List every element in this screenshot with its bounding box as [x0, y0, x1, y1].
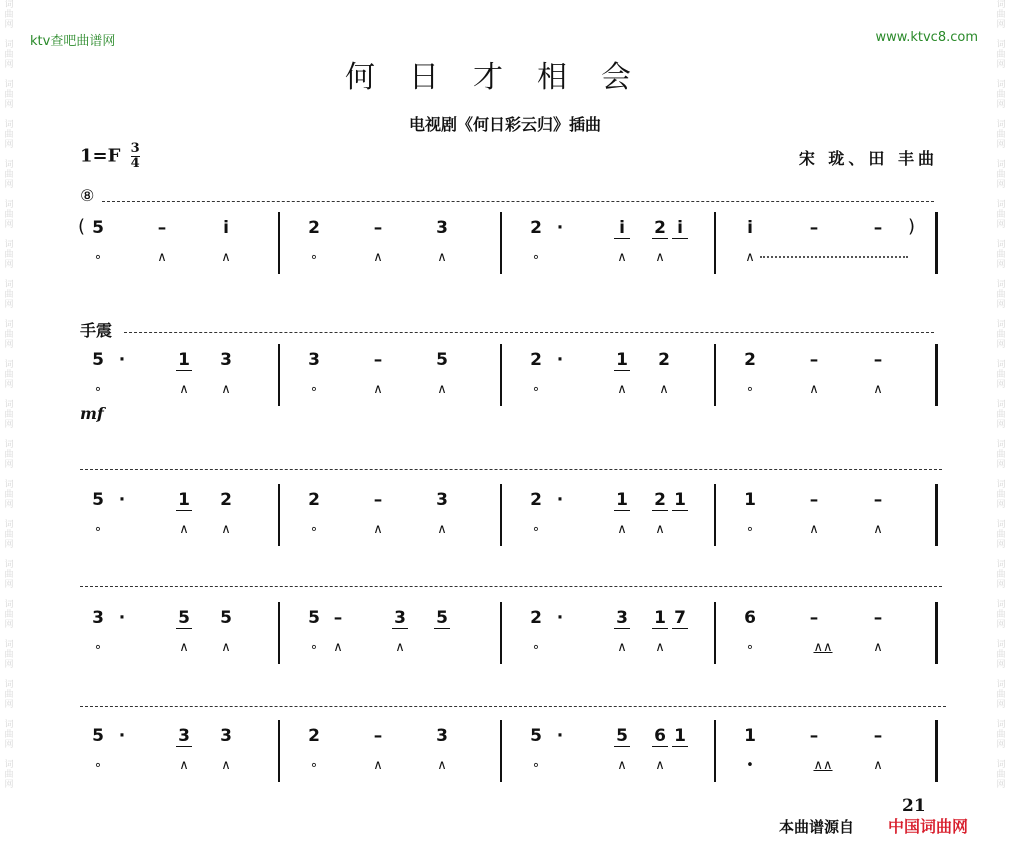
- strum-mark: ∘: [93, 522, 103, 537]
- note: 2: [530, 350, 542, 370]
- strum-mark: ∘: [93, 758, 103, 773]
- header-left-site[interactable]: ktv查吧曲谱网: [30, 34, 116, 49]
- strum-mark: ∧: [873, 382, 883, 397]
- note: –: [373, 726, 383, 746]
- strum-mark: ∧: [157, 250, 167, 265]
- strum-mark: ∧: [373, 382, 383, 397]
- score-row: [80, 212, 942, 278]
- note: 1: [176, 490, 192, 511]
- note: 5: [530, 726, 542, 746]
- note: ·: [118, 608, 126, 628]
- strum-mark: ∧: [437, 250, 447, 265]
- note: –: [873, 726, 883, 746]
- note: 1: [672, 726, 688, 747]
- open-paren: (: [78, 216, 86, 237]
- score-row: [80, 344, 942, 410]
- strum-mark: ∘: [309, 382, 319, 397]
- strum-mark: ∘: [531, 250, 541, 265]
- bar-line: [935, 212, 938, 274]
- bar-line: [714, 212, 716, 274]
- note: 3: [436, 490, 448, 510]
- strum-mark: ∧∧: [813, 758, 833, 773]
- strum-mark: ∘: [93, 382, 103, 397]
- key-label: 1=F: [80, 145, 121, 167]
- strum-mark: ∧: [617, 382, 627, 397]
- bar-line: [500, 212, 502, 274]
- note: 5: [434, 608, 450, 629]
- footer-source-site[interactable]: 中国词曲网: [888, 817, 969, 836]
- note: ·: [556, 490, 564, 510]
- strum-mark: ∧: [617, 250, 627, 265]
- strum-mark: ∧: [809, 382, 819, 397]
- strum-mark: ∘: [745, 640, 755, 655]
- bar-line: [500, 484, 502, 546]
- strum-mark: ∧: [437, 758, 447, 773]
- strum-mark: ∧: [221, 522, 231, 537]
- note: –: [809, 218, 819, 238]
- strum-mark: ∧: [373, 758, 383, 773]
- note: –: [333, 608, 343, 628]
- note: –: [809, 726, 819, 746]
- composer-credit: 宋 珑、田 丰曲: [798, 149, 938, 168]
- note: 5: [220, 608, 232, 628]
- note: 3: [220, 350, 232, 370]
- strum-mark: ∧: [221, 640, 231, 655]
- song-subtitle: 电视剧《何日彩云归》插曲: [408, 115, 601, 134]
- note: ·: [118, 726, 126, 746]
- strum-mark: ∧: [221, 758, 231, 773]
- note: 3: [176, 726, 192, 747]
- bar-line: [714, 720, 716, 782]
- header-right-site[interactable]: www.ktvc8.com: [875, 30, 978, 45]
- bar-line: [935, 602, 938, 664]
- strum-mark: •: [746, 758, 754, 773]
- note: 5: [436, 350, 448, 370]
- rehearsal-dashline: [102, 201, 934, 202]
- strum-mark: ∧: [873, 522, 883, 537]
- strum-mark: ∧∧: [813, 640, 833, 655]
- technique-dashline: [124, 332, 934, 333]
- note: 7: [672, 608, 688, 629]
- note: 3: [220, 726, 232, 746]
- note: 5: [92, 218, 104, 238]
- technique-mark: 手震: [80, 321, 113, 340]
- strum-mark: ∘: [745, 382, 755, 397]
- note: 1: [672, 490, 688, 511]
- strum-mark: ∧: [179, 382, 189, 397]
- time-signature: [131, 142, 140, 171]
- score-row: [80, 484, 942, 550]
- bar-line: [935, 720, 938, 782]
- strum-mark: ∧: [373, 522, 383, 537]
- strum-mark: ∧: [333, 640, 343, 655]
- note: –: [873, 350, 883, 370]
- side-watermark-right: 词 曲 网 词 曲 网 词 曲 网 词 曲 网 词 曲 网 词 曲 网 词 曲 网 词 曲 网 词 曲 网 词 曲 网 词 曲 网 词 曲 网 词 曲 网 词 曲 网 词 曲 网 词 曲 网 词 曲 网 词 曲 网 词 曲 网 词 曲 网: [996, 0, 1006, 790]
- time-numerator: 3: [130, 141, 140, 156]
- strum-mark: ∧: [221, 382, 231, 397]
- note: 2: [744, 350, 756, 370]
- note: 5: [92, 350, 104, 370]
- strum-mark: ∧: [655, 640, 665, 655]
- note: 3: [308, 350, 320, 370]
- note: –: [809, 350, 819, 370]
- note: ·: [118, 350, 126, 370]
- note: 2: [658, 350, 670, 370]
- page-number: 21: [902, 796, 926, 816]
- bar-line: [935, 484, 938, 546]
- strum-mark: ∧: [617, 522, 627, 537]
- strum-mark: ∘: [531, 522, 541, 537]
- bar-line: [500, 602, 502, 664]
- strum-mark: ∘: [531, 382, 541, 397]
- bar-line: [278, 484, 280, 546]
- bar-line: [278, 344, 280, 406]
- strum-mark: ∧: [437, 382, 447, 397]
- note: 2: [530, 218, 542, 238]
- strum-mark: ∧: [221, 250, 231, 265]
- strum-mark: ∧: [179, 522, 189, 537]
- dynamic-mark: mf: [80, 404, 104, 423]
- note: i: [747, 218, 753, 238]
- strum-mark: ∧: [617, 758, 627, 773]
- note: 2: [220, 490, 232, 510]
- note: –: [373, 218, 383, 238]
- strum-mark: ∧: [873, 640, 883, 655]
- strum-mark: ∘: [309, 250, 319, 265]
- note: 2: [308, 218, 320, 238]
- note: 3: [436, 218, 448, 238]
- note: 3: [92, 608, 104, 628]
- note: 1: [744, 490, 756, 510]
- score-row: [80, 602, 942, 668]
- strum-mark: ∧: [617, 640, 627, 655]
- bar-line: [500, 344, 502, 406]
- row5-dashline: [80, 706, 946, 707]
- bar-line: [714, 484, 716, 546]
- strum-mark: ∘: [531, 640, 541, 655]
- note: 1: [652, 608, 668, 629]
- note: 3: [614, 608, 630, 629]
- side-watermark-left: 词 曲 网 词 曲 网 词 曲 网 词 曲 网 词 曲 网 词 曲 网 词 曲 网 词 曲 网 词 曲 网 词 曲 网 词 曲 网 词 曲 网 词 曲 网 词 曲 网 词 曲 网 词 曲 网 词 曲 网 词 曲 网 词 曲 网 词 曲 网: [4, 0, 14, 790]
- bar-line: [278, 602, 280, 664]
- strum-mark: ∘: [745, 522, 755, 537]
- note: –: [873, 608, 883, 628]
- note: ·: [556, 726, 564, 746]
- bar-line: [714, 602, 716, 664]
- strum-mark: ∧: [659, 382, 669, 397]
- note: 6: [744, 608, 756, 628]
- time-denominator: 4: [130, 156, 140, 171]
- note: 2: [530, 490, 542, 510]
- tremolo-line: [760, 256, 908, 258]
- note: 2: [652, 218, 668, 239]
- note: 1: [176, 350, 192, 371]
- row3-dashline: [80, 469, 942, 470]
- strum-mark: ∘: [93, 250, 103, 265]
- row4-dashline: [80, 586, 942, 587]
- strum-mark: ∘: [309, 758, 319, 773]
- strum-mark: ∧: [395, 640, 405, 655]
- bar-line: [278, 720, 280, 782]
- note: –: [373, 490, 383, 510]
- strum-mark: ∧: [809, 522, 819, 537]
- strum-mark: ∘: [309, 522, 319, 537]
- rehearsal-mark: ⑧: [80, 186, 95, 205]
- strum-mark: ∧: [873, 758, 883, 773]
- note: ·: [118, 490, 126, 510]
- strum-mark: ∧: [437, 522, 447, 537]
- note: –: [809, 608, 819, 628]
- strum-mark: ∘: [309, 640, 319, 655]
- note: ·: [556, 350, 564, 370]
- note: 3: [436, 726, 448, 746]
- key-signature: [80, 142, 140, 171]
- note: i: [672, 218, 688, 239]
- note: ·: [556, 608, 564, 628]
- note: 5: [92, 490, 104, 510]
- footer-source-label: 本曲谱源自: [779, 818, 855, 836]
- note: i: [614, 218, 630, 239]
- score-row: [80, 720, 942, 786]
- strum-mark: ∧: [179, 640, 189, 655]
- strum-mark: ∘: [93, 640, 103, 655]
- note: 1: [614, 490, 630, 511]
- note: –: [809, 490, 819, 510]
- note: –: [873, 218, 883, 238]
- note: 2: [308, 490, 320, 510]
- note: 2: [530, 608, 542, 628]
- strum-mark: ∧: [745, 250, 755, 265]
- note: –: [373, 350, 383, 370]
- strum-mark: ∧: [655, 758, 665, 773]
- song-title: 何日才相会: [345, 60, 665, 95]
- note: 5: [176, 608, 192, 629]
- strum-mark: ∧: [655, 250, 665, 265]
- bar-line: [500, 720, 502, 782]
- note: 2: [652, 490, 668, 511]
- note: 2: [308, 726, 320, 746]
- note: i: [223, 218, 229, 238]
- note: 1: [614, 350, 630, 371]
- bar-line: [278, 212, 280, 274]
- note: –: [873, 490, 883, 510]
- close-paren: ): [908, 216, 916, 237]
- note: 5: [614, 726, 630, 747]
- note: 5: [92, 726, 104, 746]
- bar-line: [714, 344, 716, 406]
- strum-mark: ∧: [373, 250, 383, 265]
- note: 1: [744, 726, 756, 746]
- note: 5: [308, 608, 320, 628]
- note: ·: [556, 218, 564, 238]
- strum-mark: ∘: [531, 758, 541, 773]
- strum-mark: ∧: [655, 522, 665, 537]
- note: –: [157, 218, 167, 238]
- note: 6: [652, 726, 668, 747]
- bar-line: [935, 344, 938, 406]
- note: 3: [392, 608, 408, 629]
- strum-mark: ∧: [179, 758, 189, 773]
